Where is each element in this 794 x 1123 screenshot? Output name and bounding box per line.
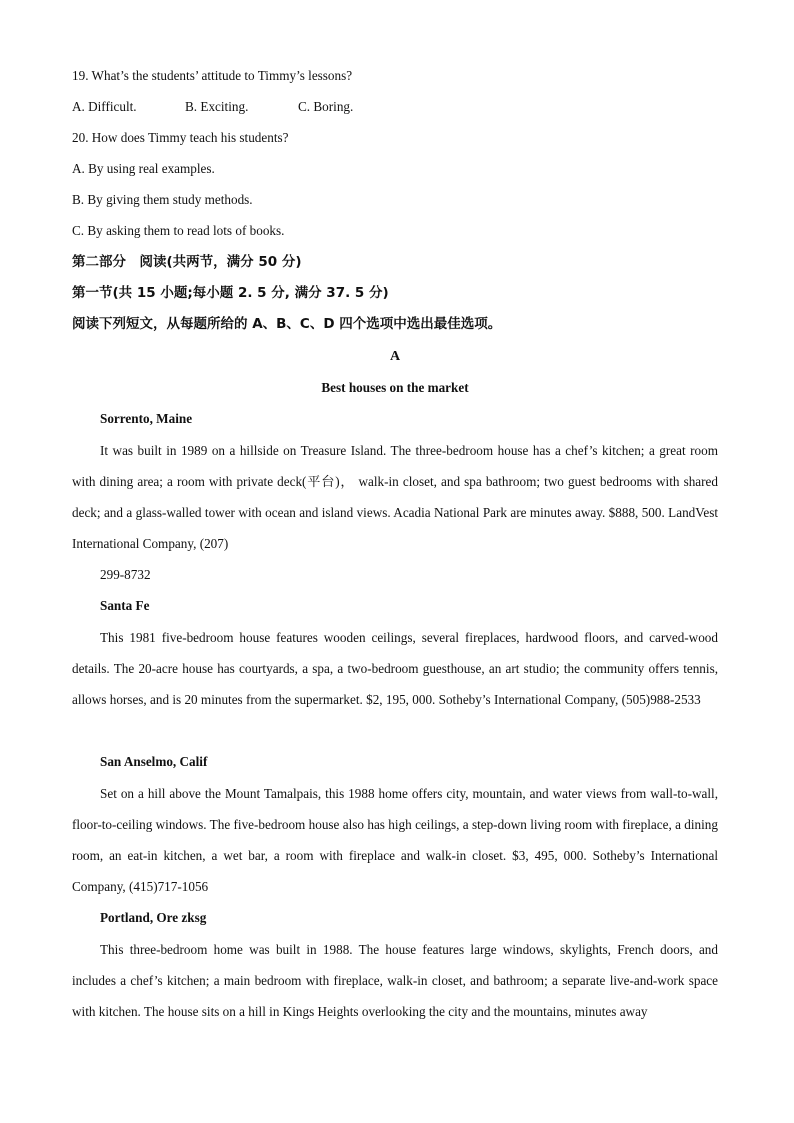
listing-heading-santa-fe: Santa Fe xyxy=(100,598,150,613)
listing-phone-continued: 299-8732 xyxy=(100,567,151,582)
listing-body-sorrento xyxy=(72,435,718,559)
question-20-stem: 20. How does Timmy teach his students? xyxy=(72,130,289,145)
subsection-title: 第一节(共 15 小题;每小题 2. 5 分, 满分 37. 5 分) xyxy=(72,285,389,301)
listing-text-santa-fe: This 1981 five-bedroom house features wooden ceilings, several fireplaces, hardwood floors, and carved-wood details. The 20-acre house has courtyards, a spa, a two-bedroom guesthouse, an art studio; the community offers tennis, allows horses, and is 20 minutes from the supermarket. $2, 195, 000. Sotheby’s International Company, (505)988-2533 xyxy=(72,630,718,707)
question-19-stem: 19. What’s the students’ attitude to Timmy’s lessons? xyxy=(72,68,353,83)
passage-title: Best houses on the market xyxy=(321,380,469,395)
question-19-option-b: B. Exciting. xyxy=(185,99,249,114)
listing-text-portland: This three-bedroom home was built in 1988. The house features large windows, skylights, French doors, and includes a chef’s kitchen; a main bedroom with fireplace, walk-in closet, and bathroom; a separate live-and-work space with kitchen. The house sits on a hill in Kings Heights overlooking the city and the mountains, minutes away xyxy=(72,942,718,1019)
listing-text-sorrento: It was built in 1989 on a hillside on Treasure Island. The three-bedroom house has a chef’s kitchen; a great room with dining area; a room with private deck(平台)， walk-in closet, and spa bathroom; two guest bedrooms with shared deck; and a glass-walled tower with ocean and island views. Acadia National Park are minutes away. $888, 500. LandVest International Company, (207) xyxy=(72,443,718,551)
listing-body-portland xyxy=(72,934,718,1027)
listing-heading-portland: Portland, Ore zksg xyxy=(100,910,207,925)
question-19-options xyxy=(72,98,718,116)
passage-letter: A xyxy=(389,349,401,364)
question-19-option-c: C. Boring. xyxy=(298,99,354,114)
listing-body-san-anselmo xyxy=(72,778,718,902)
listing-heading-sorrento: Sorrento, Maine xyxy=(100,411,193,426)
section-instruction: 阅读下列短文，从每题所给的 A、B、C、D 四个选项中选出最佳选项。 xyxy=(72,316,502,332)
question-19-option-a: A. Difficult. xyxy=(72,99,137,114)
listing-body-santa-fe xyxy=(72,622,718,715)
listing-heading-san-anselmo: San Anselmo, Calif xyxy=(100,754,208,769)
listing-text-san-anselmo: Set on a hill above the Mount Tamalpais, this 1988 home offers city, mountain, and water views from wall-to-wall, floor-to-ceiling windows. The five-bedroom house also has high ceilings, a step-down living room with fireplace, a dining room, an eat-in kitchen, a wet bar, a room with fireplace and walk-in closet. $3, 495, 000. Sotheby’s International Company, (415)717-1056 xyxy=(72,786,718,894)
part-title: 第二部分 阅读(共两节，满分 50 分) xyxy=(72,254,302,270)
question-20-option-c: C. By asking them to read lots of books. xyxy=(72,223,285,238)
question-20-option-a: A. By using real examples. xyxy=(72,161,215,176)
question-20-option-b: B. By giving them study methods. xyxy=(72,192,253,207)
